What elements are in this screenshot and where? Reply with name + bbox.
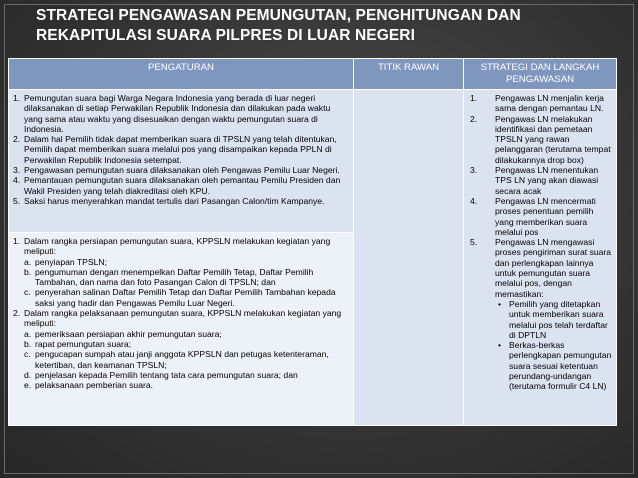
header-pengaturan: PENGATURAN xyxy=(9,59,354,90)
sub-item: b. rapat pemungutan suara; xyxy=(24,338,132,349)
sub-list-2 xyxy=(24,329,349,391)
bullet-item: • Berkas-berkas perlengkapan pemungutan suara sesuai ketentuan perundang-undangan (terutama formulir C4 LN) xyxy=(498,340,612,392)
pengaturan-list-1 xyxy=(13,93,349,206)
strategi-bullets xyxy=(495,299,612,392)
sub-item: e. pelaksanaan pemberian suara. xyxy=(24,380,154,391)
strategy-table xyxy=(8,58,617,426)
list-item: 5. Saksi harus menyerahkan mandat tertulis dari Pasangan Calon/tim Kampanye. xyxy=(13,195,325,206)
sub-item: b. pengumuman dengan menempelkan Daftar Pemilih Tetap, Daftar Pemilih Tambahan, dan nama dan foto Pasangan Calon di TPSLN; dan xyxy=(24,266,314,288)
slide-title xyxy=(36,6,606,46)
table-row xyxy=(9,90,617,233)
pengaturan-cell-1 xyxy=(9,90,354,233)
list-item: 1. Dalam rangka persiapan pemungutan suara, KPPSLN melakukan kegiatan yang meliputi: a. penyiapan TPSLN; b. pengumuman dengan menempelkan Daftar Pemilih Tetap, Daftar Pemilih Tambahan, dan nama dan foto Pasangan Calon di TPSLN; dan c. penyerahan salinan Daftar Pemilih Tetap dan Daftar Pemilih Tambahan kepada saksi yang hadir dan Pengawas Pemilu Luar Negeri. xyxy=(13,236,349,308)
sub-list-1 xyxy=(24,257,349,308)
pengaturan-cell-2 xyxy=(9,233,354,426)
sub-item: c. penyerahan salinan Daftar Pemilih Tetap dan Daftar Pemilih Tambahan kepada saksi yang hadir dan Pengawas Pemilu Luar Negeri. xyxy=(24,287,336,308)
table-header-row xyxy=(9,59,617,90)
list-item: 1. Pemungutan suara bagi Warga Negara Indonesia yang berada di luar negeri dilaksanakan di setiap Perwakilan Republik Indonesia dan dilakukan pada waktu yang sama atau waktu yang disesuaikan dengan waktu pemungutan suara di Indonesia. xyxy=(13,93,331,134)
title-line-1: STRATEGI PENGAWASAN PEMUNGUTAN, PENGHITUNGAN DAN xyxy=(36,7,521,24)
list-item: 2. Dalam rangka pelaksanaan pemungutan suara, KPPSLN melakukan kegiatan yang meliputi: a. pemeriksaan persiapan akhir pemungutan suara; b. rapat pemungutan suara; c. pengucapan sumpah atau janji anggota KPPSLN dan petugas ketenteraman, ketertiban, dan keamanan TPSLN; d. penjelasan kepada Pemilih tentang tata cara pemungutan suara; dan e. pelaksanaan pemberian suara. xyxy=(13,308,349,390)
strategi-cell xyxy=(464,90,617,426)
list-item: 1. Pengawas LN menjalin kerja sama dengan pemantau LN. xyxy=(470,93,604,114)
header-titik-rawan: TITIK RAWAN xyxy=(354,59,464,90)
list-item: 5. Pengawas LN mengawasi proses pengiriman surat suara dan perlengkapan lainnya untuk pemungutan suara melalui pos, dengan memastikan: • Pemilih yang ditetapkan untuk memberikan suara melalui pos telah terdaftar di DPTLN • Berkas-berkas perlengkapan pemungutan suara sesuai ketentuan perundang-undangan (terutama formulir C4 LN) xyxy=(470,237,612,392)
sub-item: a. pemeriksaan persiapan akhir pemungutan suara; xyxy=(24,328,222,339)
list-item: 4. Pemantauan pemungutan suara dilaksanakan oleh pemantau Pemilu Presiden dan Wakil Presiden yang telah diakreditasi oleh KPU. xyxy=(13,175,341,196)
sub-item: a. penyiapan TPSLN; xyxy=(24,256,107,267)
strategi-list xyxy=(468,93,612,392)
list-item: 3. Pengawas LN menentukan TPS LN yang akan diawasi secara acak xyxy=(470,165,599,196)
sub-item: d. penjelasan kepada Pemilih tentang tata cara pemungutan suara; dan xyxy=(24,369,298,380)
pengaturan-list-2 xyxy=(13,236,349,390)
list-item: 2. Pengawas LN melakukan identifikasi dan pemetaan TPSLN yang rawan pelanggaran (terutama tempat dilakukannya drop box) xyxy=(470,113,611,165)
header-strategi: STRATEGI DAN LANGKAH PENGAWASAN xyxy=(464,59,617,90)
title-line-2: REKAPITULASI SUARA PILPRES DI LUAR NEGERI xyxy=(36,27,415,44)
sub-item: c. pengucapan sumpah atau janji anggota KPPSLN dan petugas ketenteraman, ketertiban, dan keamanan TPSLN; xyxy=(24,349,329,370)
titik-rawan-cell xyxy=(354,90,464,426)
bullet-item: • Pemilih yang ditetapkan untuk memberikan suara melalui pos telah terdaftar di DPTLN xyxy=(498,298,608,340)
list-item: 4. Pengawas LN mencermati proses penentuan pemilih yang memberikan suara melalui pos xyxy=(470,195,596,237)
list-item: 2. Dalam hal Pemilih tidak dapat memberikan suara di TPSLN yang telah ditentukan, Pemilih dapat memberikan suara melalui pos yang disampaikan kepada PPLN di Perwakilan Republik Indonesia setempat. xyxy=(13,134,337,165)
list-item: 3. Pengawasan pemungutan suara dilaksanakan oleh Pengawas Pemilu Luar Negeri. xyxy=(13,165,340,176)
